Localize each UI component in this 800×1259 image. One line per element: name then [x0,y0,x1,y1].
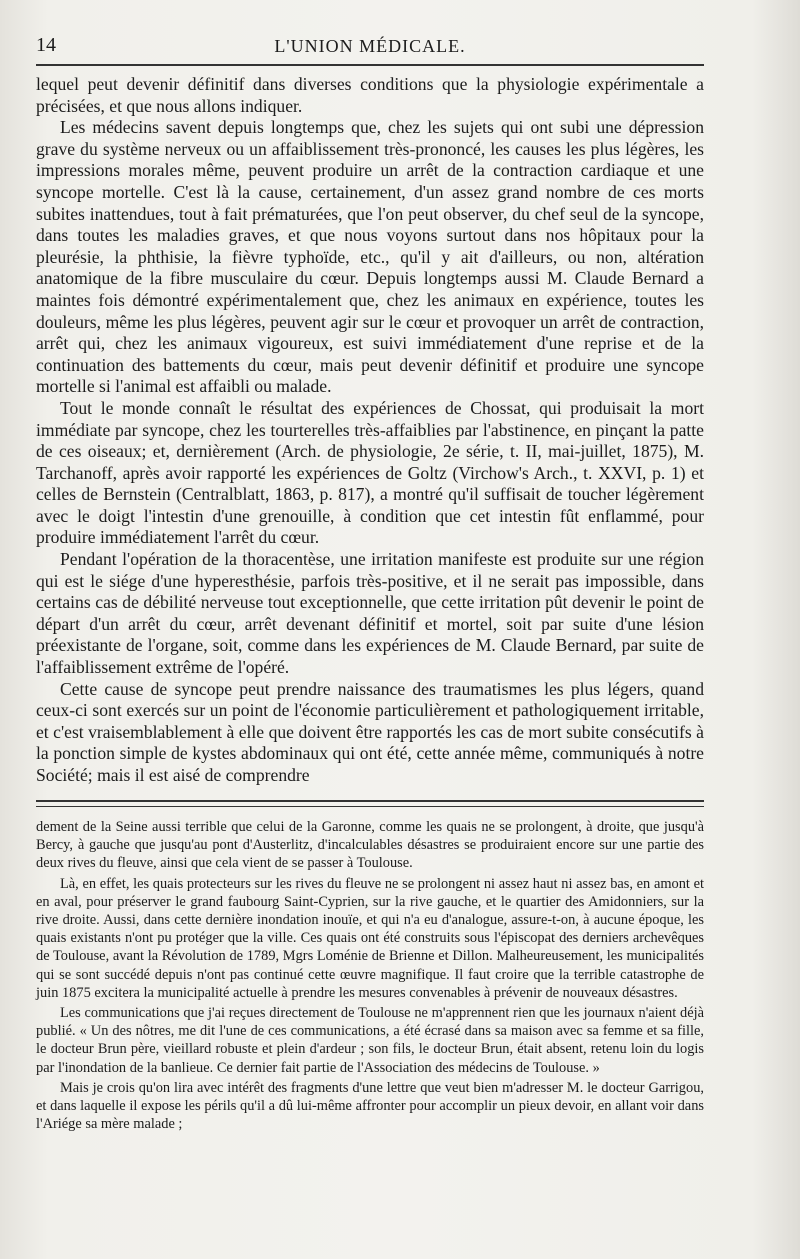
article-paragraph: Cette cause de syncope peut prendre naissance des traumatismes les plus légers, quand ceux-ci sont exercés sur un point de l'économie particulièrement et pathologiquement irritable, et c'est vraisemblablement à elle que doivent être rapportés les cas de mort subite consécutifs à la ponction simple de kystes abdominaux qui ont été, cette année même, communiqués à notre Société; mais il est aisé de comprendre [36,678,704,785]
feuilleton-paragraph: dement de la Seine aussi terrible que celui de la Garonne, comme les quais ne se prolongent, à droite, que jusqu'à Bercy, à gauche que jusqu'au pont d'Austerlitz, d'incalculables désastres se produiraient encore sur une partie des deux rives du fleuve, ainsi que cela vient de se passer à Toulouse. [36,819,704,872]
article-body [36,74,704,787]
feuilleton-paragraph: Les communications que j'ai reçues directement de Toulouse ne m'apprennent rien que les journaux n'aient déjà publié. « Un des nôtres, me dit l'une de ces communications, a été écrasé dans sa maison avec sa femme et sa fille, le docteur Brun père, vieillard robuste et plein d'ardeur ; son fils, le docteur Brun, était absent, retenu loin du logis par l'inondation de la banlieue. Ce dernier fait partie de l'Association des médecins de Toulouse. » [36,1005,704,1076]
journal-title: L'UNION MÉDICALE. [274,36,466,56]
feuilleton-separator [36,800,704,807]
page-header [36,34,704,58]
header-rule [36,64,704,66]
feuilleton-body [36,818,704,1135]
feuilleton-paragraph: Mais je crois qu'on lira avec intérêt des fragments d'une lettre que veut bien m'adresser M. le docteur Garrigou, et dans laquelle il expose les périls qu'il a dû lui-même affronter pour accomplir un pieux devoir, en allant voir dans l'Ariége sa mère malade ; [36,1079,704,1133]
article-paragraph: lequel peut devenir définitif dans diverses conditions que la physiologie expérimentale a précisées, et que nous allons indiquer. [36,74,704,116]
page-number: 14 [36,34,56,56]
article-paragraph: Les médecins savent depuis longtemps que, chez les sujets qui ont subi une dépression grave du système nerveux ou un affaiblissement très-prononcé, les causes les plus légères, les impressions morales même, peuvent produire un arrêt de la contraction cardiaque et une syncope mortelle. C'est là la cause, certainement, d'un assez grand nombre de ces morts subites inattendues, tout à fait prématurées, que l'on peut observer, du chef seul de la syncope, dans toutes les maladies graves, et que nous voyons surtout dans nos hôpitaux pour la pleurésie, la phthisie, la fièvre typhoïde, etc., qu'il y ait d'ailleurs, ou non, altération anatomique de la fibre musculaire du cœur. Depuis longtemps aussi M. Claude Bernard a maintes fois démontré expérimentalement que, chez les animaux en expérience, toutes les douleurs, même les plus légères, peuvent agir sur le cœur et provoquer un arrêt de contraction, arrêt qui, chez les animaux vigoureux, est suivi immédiatement d'une reprise et de la continuation des battements du cœur, mais peut devenir définitif et produire une syncope mortelle si l'animal est affaibli ou malade. [36,117,704,397]
feuilleton-paragraph: Là, en effet, les quais protecteurs sur les rives du fleuve ne se prolongent ni assez haut ni assez bas, en amont et en aval, pour préserver le grand faubourg Saint-Cyprien, sur la rive gauche, et le quartier des Amidonniers, sur la rive droite. Aussi, dans cette dernière inondation inouïe, et qui n'a eu d'analogue, assure-t-on, à aucune époque, les quais existants n'ont pu protéger que la ville. Ces quais ont été construits sous l'épiscopat des derniers archevêques de Toulouse, avant la Révolution de 1789, Mgrs Loménie de Brienne et Dillon. Malheureusement, les municipalités qui se sont succédé depuis n'ont pas continué cette œuvre magnifique. Il faut croire que la terrible catastrophe de juin 1875 excitera la municipalité actuelle à prendre les mesures convenables à prévenir de nouveaux désastres. [36,875,704,1001]
article-paragraph: Tout le monde connaît le résultat des expériences de Chossat, qui produisait la mort immédiate par syncope, chez les tourterelles très-affaiblies par l'abstinence, en pinçant la patte de ces oiseaux; et, dernièrement (Arch. de physiologie, 2e série, t. II, mai-juillet, 1875), M. Tarchanoff, après avoir rapporté les expériences de Goltz (Virchow's Arch., t. XXVI, p. 1) et celles de Bernstein (Centralblatt, 1863, p. 817), a montré qu'il suffisait de toucher légèrement avec le doigt l'intestin d'une grenouille, à condition que cet intestin fût enflammé, pour produire immédiatement l'arrêt du cœur. [36,397,704,548]
article-paragraph: Pendant l'opération de la thoracentèse, une irritation manifeste est produite sur une région qui est le siége d'une hyperesthésie, parfois très-positive, et il ne serait pas impossible, dans certains cas de débilité nerveuse tout exceptionnelle, que cette irritation pût devenir le point de départ d'un arrêt du cœur, arrêt devenant définitif et mortel, soit par suite d'une lésion préexistante de l'organe, soit, comme dans les expériences de M. Claude Bernard, par suite de l'affaiblissement extrême de l'opéré. [36,549,704,678]
